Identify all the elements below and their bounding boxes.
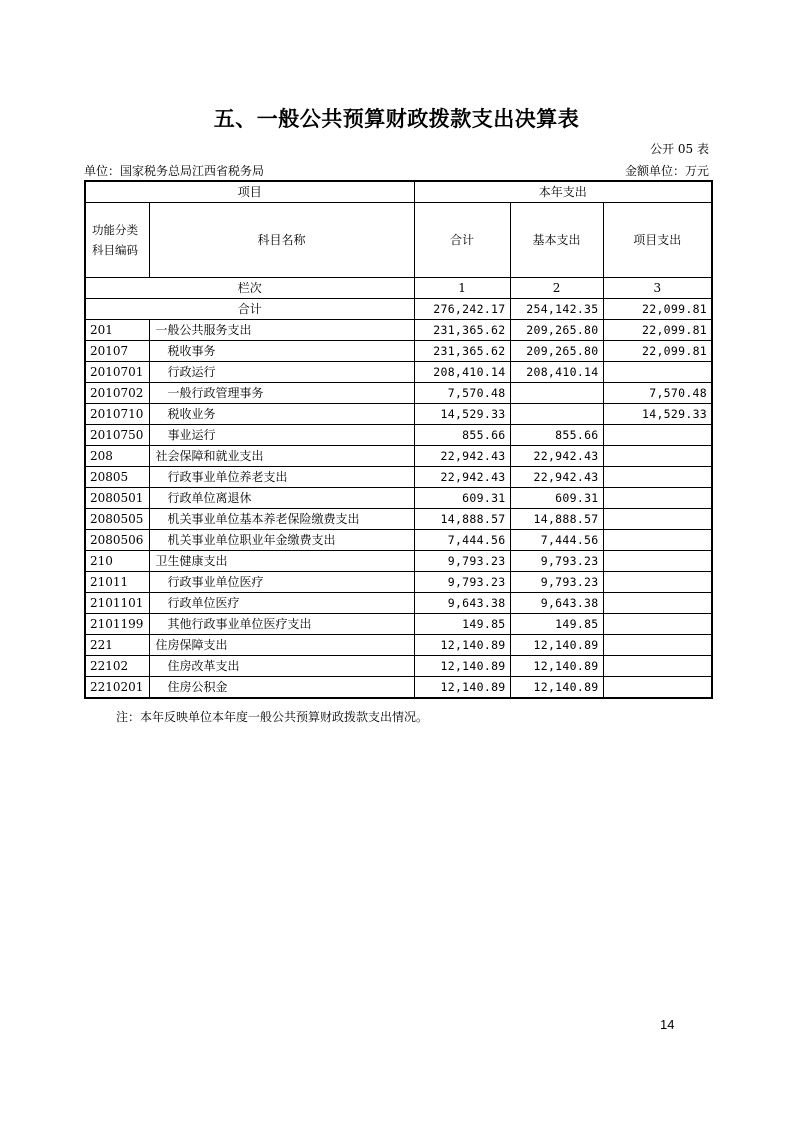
amount-project [603, 551, 712, 572]
subject-name: 一般行政管理事务 [149, 383, 414, 404]
table-row [85, 551, 712, 572]
subject-code: 2080501 [85, 488, 149, 509]
subject-name: 事业运行 [149, 425, 414, 446]
column-index-2: 2 [510, 278, 603, 299]
table-row [85, 320, 712, 341]
amount-basic: 12,140.89 [510, 635, 603, 656]
amount-basic: 9,643.38 [510, 593, 603, 614]
amount-project [603, 572, 712, 593]
amount-total: 231,365.62 [414, 341, 510, 362]
subject-code: 2010702 [85, 383, 149, 404]
table-row [85, 425, 712, 446]
table-row [85, 446, 712, 467]
total-sum: 276,242.17 [414, 299, 510, 320]
amount-basic: 855.66 [510, 425, 603, 446]
total-label: 合计 [85, 299, 414, 320]
table-row [85, 488, 712, 509]
amount-total: 12,140.89 [414, 656, 510, 677]
amount-project [603, 509, 712, 530]
amount-total: 12,140.89 [414, 677, 510, 699]
amount-project [603, 530, 712, 551]
amount-basic: 22,942.43 [510, 446, 603, 467]
amount-basic: 9,793.23 [510, 572, 603, 593]
reporting-unit: 单位：国家税务总局江西省税务局 [84, 164, 265, 178]
amount-project: 22,099.81 [603, 341, 712, 362]
amount-total: 609.31 [414, 488, 510, 509]
amount-project [603, 446, 712, 467]
table-row [85, 677, 712, 699]
table-row [85, 467, 712, 488]
amount-project [603, 425, 712, 446]
page-number: 14 [660, 1017, 675, 1032]
table-row [85, 572, 712, 593]
column-index-3: 3 [603, 278, 712, 299]
subject-name: 住房改革支出 [149, 656, 414, 677]
amount-total: 9,643.38 [414, 593, 510, 614]
amount-project [603, 635, 712, 656]
header-func-code-line2: 科目编码 [92, 243, 138, 257]
subject-name: 税收事务 [149, 341, 414, 362]
subject-code: 201 [85, 320, 149, 341]
amount-basic: 149.85 [510, 614, 603, 635]
amount-total: 855.66 [414, 425, 510, 446]
form-code: 公开 05 表 [650, 142, 709, 156]
header-subject-name: 科目名称 [149, 203, 414, 278]
money-unit: 金额单位：万元 [624, 164, 709, 178]
amount-project [603, 677, 712, 699]
subject-code: 2080506 [85, 530, 149, 551]
subject-name: 行政事业单位养老支出 [149, 467, 414, 488]
subject-code: 210 [85, 551, 149, 572]
amount-basic: 22,942.43 [510, 467, 603, 488]
total-row [85, 299, 712, 320]
subject-name: 行政事业单位医疗 [149, 572, 414, 593]
amount-basic [510, 383, 603, 404]
subject-code: 208 [85, 446, 149, 467]
amount-total: 9,793.23 [414, 572, 510, 593]
column-index-1: 1 [414, 278, 510, 299]
amount-project [603, 488, 712, 509]
subject-name: 行政单位离退休 [149, 488, 414, 509]
header-project: 项目 [85, 181, 414, 203]
amount-basic: 12,140.89 [510, 656, 603, 677]
amount-project [603, 656, 712, 677]
subject-code: 21011 [85, 572, 149, 593]
subject-name: 行政运行 [149, 362, 414, 383]
subject-name: 其他行政事业单位医疗支出 [149, 614, 414, 635]
subject-code: 2101199 [85, 614, 149, 635]
subject-code: 2210201 [85, 677, 149, 699]
amount-project [603, 614, 712, 635]
amount-project [603, 362, 712, 383]
amount-basic: 208,410.14 [510, 362, 603, 383]
table-row [85, 362, 712, 383]
header-func-code [85, 203, 149, 278]
subject-name: 社会保障和就业支出 [149, 446, 414, 467]
header-project-exp: 项目支出 [603, 203, 712, 278]
amount-total: 208,410.14 [414, 362, 510, 383]
table-row [85, 593, 712, 614]
amount-total: 7,570.48 [414, 383, 510, 404]
amount-total: 12,140.89 [414, 635, 510, 656]
subject-code: 2010750 [85, 425, 149, 446]
amount-project: 14,529.33 [603, 404, 712, 425]
subject-code: 20107 [85, 341, 149, 362]
amount-basic: 9,793.23 [510, 551, 603, 572]
column-label: 栏次 [85, 278, 414, 299]
subject-code: 2080505 [85, 509, 149, 530]
subject-name: 行政单位医疗 [149, 593, 414, 614]
expenditure-table [84, 180, 713, 699]
amount-total: 149.85 [414, 614, 510, 635]
subject-name: 住房公积金 [149, 677, 414, 699]
header-basic: 基本支出 [510, 203, 603, 278]
header-current-year: 本年支出 [414, 181, 712, 203]
subject-code: 221 [85, 635, 149, 656]
table-row [85, 509, 712, 530]
amount-total: 231,365.62 [414, 320, 510, 341]
amount-total: 14,529.33 [414, 404, 510, 425]
subject-name: 机关事业单位基本养老保险缴费支出 [149, 509, 414, 530]
amount-basic: 14,888.57 [510, 509, 603, 530]
subject-code: 2010701 [85, 362, 149, 383]
amount-project [603, 467, 712, 488]
amount-total: 9,793.23 [414, 551, 510, 572]
amount-total: 14,888.57 [414, 509, 510, 530]
amount-basic: 12,140.89 [510, 677, 603, 699]
amount-total: 22,942.43 [414, 467, 510, 488]
subject-code: 2101101 [85, 593, 149, 614]
subject-name: 税收业务 [149, 404, 414, 425]
subject-code: 2010710 [85, 404, 149, 425]
amount-project: 22,099.81 [603, 320, 712, 341]
amount-total: 22,942.43 [414, 446, 510, 467]
table-row [85, 383, 712, 404]
total-basic: 254,142.35 [510, 299, 603, 320]
header-func-code-line1: 功能分类 [92, 223, 138, 237]
amount-basic [510, 404, 603, 425]
table-row [85, 341, 712, 362]
amount-basic: 7,444.56 [510, 530, 603, 551]
table-row [85, 530, 712, 551]
table-row [85, 614, 712, 635]
footnote: 注：本年反映单位本年度一般公共预算财政拨款支出情况。 [116, 710, 429, 724]
subject-name: 卫生健康支出 [149, 551, 414, 572]
subject-name: 住房保障支出 [149, 635, 414, 656]
subject-name: 一般公共服务支出 [149, 320, 414, 341]
amount-project [603, 593, 712, 614]
page-title: 五、一般公共预算财政拨款支出决算表 [213, 107, 580, 131]
subject-code: 22102 [85, 656, 149, 677]
table-row [85, 656, 712, 677]
subject-code: 20805 [85, 467, 149, 488]
table-row [85, 404, 712, 425]
header-total: 合计 [414, 203, 510, 278]
subject-name: 机关事业单位职业年金缴费支出 [149, 530, 414, 551]
amount-basic: 209,265.80 [510, 341, 603, 362]
amount-project: 7,570.48 [603, 383, 712, 404]
table-row [85, 635, 712, 656]
amount-basic: 209,265.80 [510, 320, 603, 341]
total-project: 22,099.81 [603, 299, 712, 320]
amount-basic: 609.31 [510, 488, 603, 509]
amount-total: 7,444.56 [414, 530, 510, 551]
